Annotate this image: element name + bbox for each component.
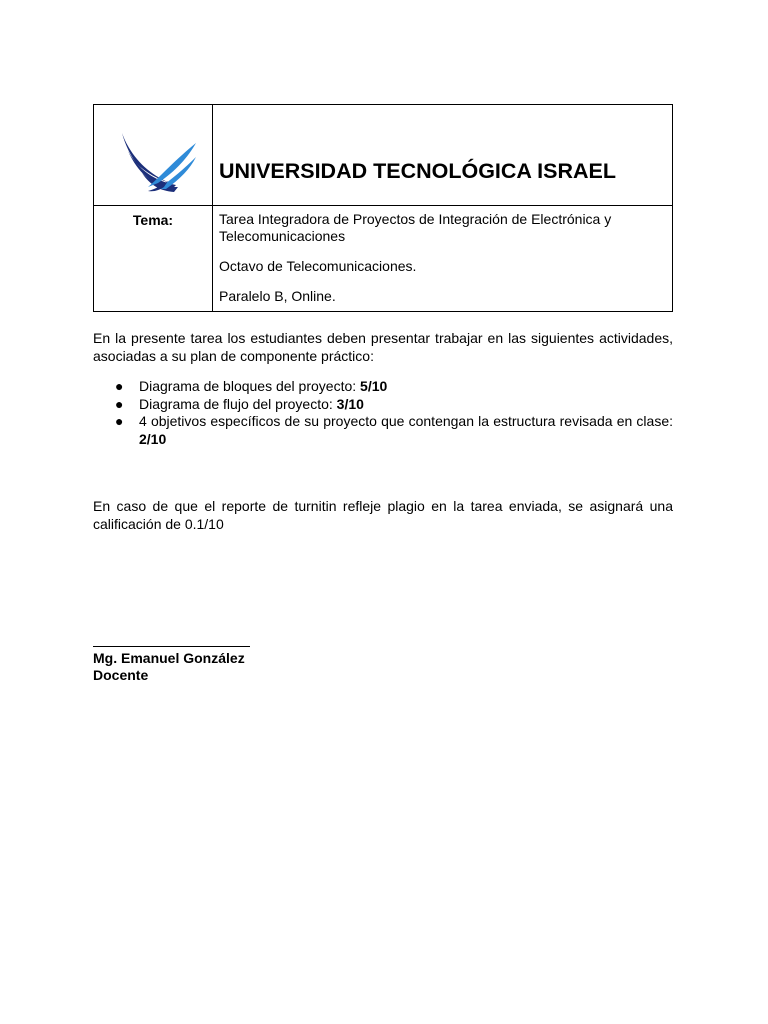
task-text: Diagrama de bloques del proyecto: xyxy=(139,378,361,394)
header-table xyxy=(93,104,673,312)
task-score: 2/10 xyxy=(139,430,167,447)
intro-paragraph: En la presente tarea los estudiantes deben presentar trabajar en las siguientes actividades, asociadas a su plan de componente práctico: xyxy=(93,330,673,364)
signature-role: Docente xyxy=(93,667,149,683)
task-score: 5/10 xyxy=(360,378,388,394)
task-item xyxy=(93,396,673,414)
task-text: Diagrama de flujo del proyecto: xyxy=(139,395,337,412)
university-title: UNIVERSIDAD TECNOLÓGICA ISRAEL xyxy=(219,158,616,183)
task-item xyxy=(93,413,673,448)
task-text: 4 objetivos específicos de su proyecto que contengan la estructura revisada en clase: xyxy=(139,413,673,429)
task-list xyxy=(93,378,673,448)
document-body xyxy=(93,104,673,533)
plagiarism-note: En caso de que el reporte de turnitin refleje plagio en la tarea enviada, se asignará una calificación de 0.1/10 xyxy=(93,498,673,532)
university-title-cell xyxy=(213,105,673,206)
tema-section: Paralelo B, Online. xyxy=(219,288,336,304)
signature-name: Mg. Emanuel González xyxy=(93,650,245,666)
tema-label: Tema: xyxy=(94,206,213,312)
tema-content xyxy=(213,206,673,312)
tema-title: Tarea Integradora de Proyectos de Integración de Electrónica y Telecomunicaciones xyxy=(219,211,612,244)
signature-block xyxy=(93,646,250,684)
university-logo-icon xyxy=(118,129,198,197)
tema-level: Octavo de Telecomunicaciones. xyxy=(219,258,417,274)
bullet-icon: ● xyxy=(115,395,124,412)
task-score: 3/10 xyxy=(336,395,364,412)
signature-line xyxy=(93,646,250,647)
logo-cell xyxy=(94,105,213,206)
bullet-icon: ● xyxy=(115,378,124,394)
task-item xyxy=(93,378,673,396)
bullet-icon: ● xyxy=(115,413,124,429)
